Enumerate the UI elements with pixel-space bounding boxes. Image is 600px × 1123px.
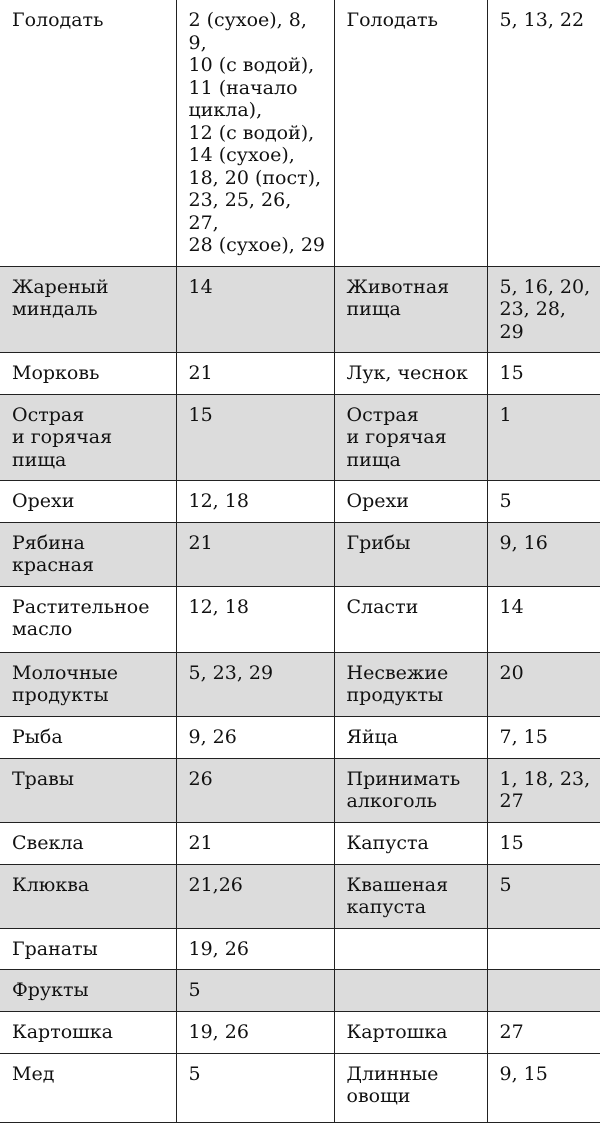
food-cell-right: Острая и горячая пища — [334, 394, 487, 481]
food-cell-right: Голодать — [334, 0, 487, 266]
food-cell-right: Квашеная капуста — [334, 864, 487, 928]
table-row — [0, 0, 600, 266]
table-row — [0, 652, 600, 716]
days-cell: 12, 18 — [176, 481, 334, 523]
days-cell: 12, 18 — [176, 586, 334, 652]
food-cell-right: Животная пища — [334, 266, 487, 353]
days-cell-right: 15 — [487, 353, 600, 395]
food-cell: Острая и горячая пища — [0, 394, 176, 481]
table-row — [0, 758, 600, 822]
table-row — [0, 266, 600, 353]
table-row — [0, 353, 600, 395]
days-cell: 5, 23, 29 — [176, 652, 334, 716]
food-cell: Молочные продукты — [0, 652, 176, 716]
days-cell-right — [487, 970, 600, 1012]
food-cell-right: Длинные овощи — [334, 1053, 487, 1122]
food-cell: Картошка — [0, 1011, 176, 1053]
days-cell-right: 15 — [487, 822, 600, 864]
food-cell: Травы — [0, 758, 176, 822]
food-cell: Орехи — [0, 481, 176, 523]
days-cell: 19, 26 — [176, 1011, 334, 1053]
food-cell-right: Яйца — [334, 716, 487, 758]
table-row — [0, 822, 600, 864]
days-cell: 5 — [176, 1053, 334, 1122]
days-cell-right: 5 — [487, 481, 600, 523]
food-cell-right: Несвежие продукты — [334, 652, 487, 716]
table-row — [0, 394, 600, 481]
table-row — [0, 481, 600, 523]
days-cell-right — [487, 928, 600, 970]
days-cell-right: 9, 15 — [487, 1053, 600, 1122]
food-cell: Растительное масло — [0, 586, 176, 652]
food-cell: Мед — [0, 1053, 176, 1122]
table-row — [0, 1053, 600, 1122]
days-cell: 21 — [176, 353, 334, 395]
food-cell-right — [334, 970, 487, 1012]
days-cell: 26 — [176, 758, 334, 822]
food-cell: Клюква — [0, 864, 176, 928]
food-cell: Гранаты — [0, 928, 176, 970]
days-cell-right: 5 — [487, 864, 600, 928]
days-cell: 15 — [176, 394, 334, 481]
days-cell: 19, 26 — [176, 928, 334, 970]
days-cell: 9, 26 — [176, 716, 334, 758]
food-cell: Голодать — [0, 0, 176, 266]
food-cell: Рыба — [0, 716, 176, 758]
days-cell-right: 5, 13, 22 — [487, 0, 600, 266]
table-row — [0, 522, 600, 586]
food-cell: Морковь — [0, 353, 176, 395]
table-row — [0, 716, 600, 758]
food-cell: Жареный миндаль — [0, 266, 176, 353]
table-row — [0, 970, 600, 1012]
food-cell: Фрукты — [0, 970, 176, 1012]
table-row — [0, 928, 600, 970]
days-cell: 14 — [176, 266, 334, 353]
days-cell: 5 — [176, 970, 334, 1012]
food-cell-right: Грибы — [334, 522, 487, 586]
days-cell-right: 7, 15 — [487, 716, 600, 758]
days-cell-right: 1, 18, 23, 27 — [487, 758, 600, 822]
days-cell-right: 14 — [487, 586, 600, 652]
days-cell: 21 — [176, 522, 334, 586]
food-cell-right: Лук, чеснок — [334, 353, 487, 395]
food-cell: Рябина красная — [0, 522, 176, 586]
food-cell-right: Принимать алкоголь — [334, 758, 487, 822]
days-cell-right: 20 — [487, 652, 600, 716]
food-cell-right: Орехи — [334, 481, 487, 523]
days-cell: 21 — [176, 822, 334, 864]
table-row — [0, 586, 600, 652]
food-cell-right: Капуста — [334, 822, 487, 864]
table-row — [0, 864, 600, 928]
food-cell-right: Картошка — [334, 1011, 487, 1053]
days-cell-right: 5, 16, 20, 23, 28, 29 — [487, 266, 600, 353]
days-cell-right: 9, 16 — [487, 522, 600, 586]
table-row — [0, 1011, 600, 1053]
days-cell: 2 (сухое), 8, 9, 10 (с водой), 11 (начало цикла), 12 (с водой), 14 (сухое), 18, 20 (пост), 23, 25, 26, 27, 28 (сухое), 29 — [176, 0, 334, 266]
days-cell-right: 27 — [487, 1011, 600, 1053]
days-cell-right: 1 — [487, 394, 600, 481]
food-cell-right: Сласти — [334, 586, 487, 652]
days-cell: 21,26 — [176, 864, 334, 928]
food-cell-right — [334, 928, 487, 970]
food-cell: Свекла — [0, 822, 176, 864]
